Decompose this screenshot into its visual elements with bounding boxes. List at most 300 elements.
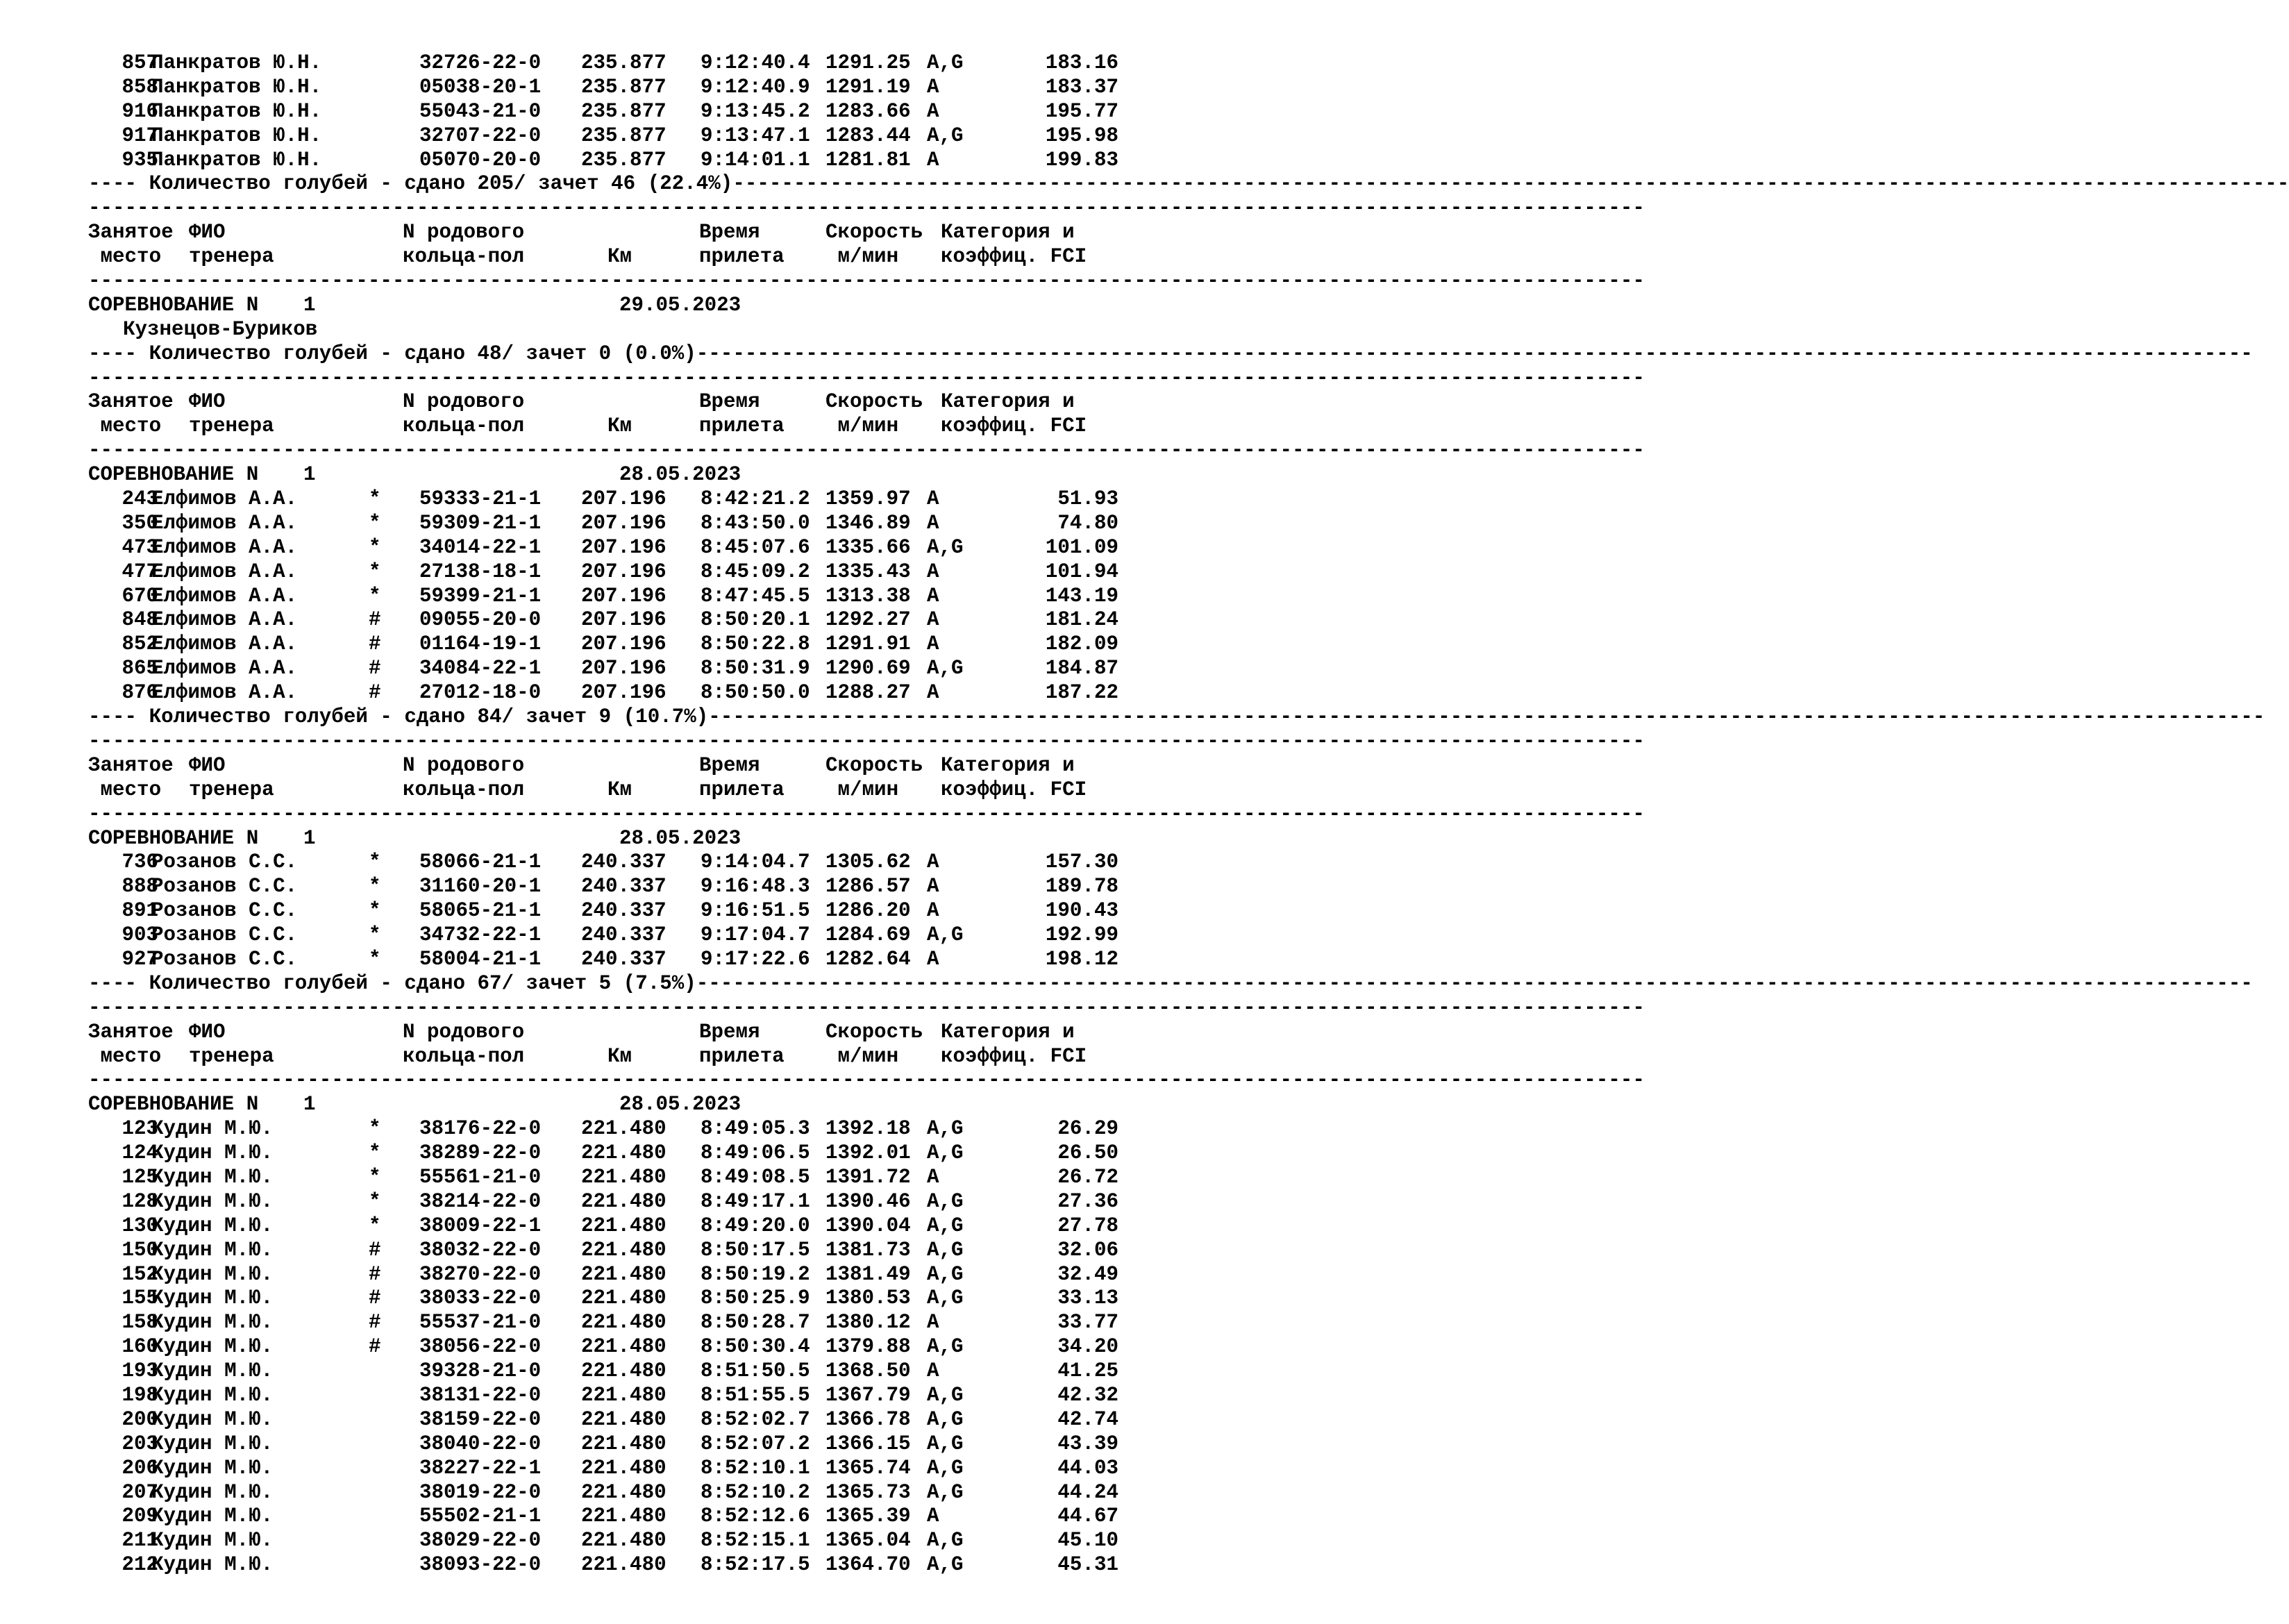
km-cell: 235.877 [581, 124, 666, 147]
header-time: Время [699, 390, 760, 414]
header-speed-2: м/мин [825, 1044, 899, 1068]
fci-cell: 27.78 [1057, 1214, 1118, 1237]
header-ring: N родового [403, 221, 525, 244]
place-cell: 211 [121, 1529, 158, 1552]
category-cell: A [927, 875, 939, 898]
trainer-cell: Кудин М.Ю. [151, 1287, 274, 1310]
ring-cell: 05038-20-1 [419, 75, 542, 99]
place-cell: 858 [121, 75, 158, 99]
table-row [88, 124, 1130, 149]
ring-cell: 34732-22-1 [419, 923, 542, 947]
column-header-row-1 [88, 221, 1130, 245]
km-cell: 221.480 [581, 1456, 666, 1480]
header-ring-2: кольца-пол [403, 415, 525, 438]
time-cell: 8:52:02.7 [701, 1407, 810, 1431]
table-row [88, 1166, 1130, 1190]
fci-cell: 182.09 [1045, 633, 1118, 656]
speed-cell: 1367.79 [825, 1383, 911, 1407]
place-cell: 128 [121, 1189, 158, 1213]
header-km: Км [607, 1044, 632, 1068]
category-cell: A,G [927, 1432, 964, 1455]
category-cell: A,G [927, 657, 964, 680]
header-place-2: место [88, 1044, 162, 1068]
table-row [88, 875, 1130, 899]
fci-cell: 195.98 [1045, 124, 1118, 147]
speed-cell: 1284.69 [825, 923, 911, 947]
time-cell: 9:17:04.7 [701, 923, 810, 947]
ring-cell: 38131-22-0 [419, 1383, 542, 1407]
speed-cell: 1291.91 [825, 633, 911, 656]
speed-cell: 1365.04 [825, 1529, 911, 1552]
mark-cell: * [369, 584, 381, 608]
header-speed: Скорость [825, 1020, 923, 1044]
place-cell: 152 [121, 1262, 158, 1286]
header-place-2: место [88, 415, 162, 438]
place-cell: 207 [121, 1480, 158, 1504]
speed-cell: 1365.74 [825, 1456, 911, 1480]
mark-cell: * [369, 1165, 381, 1189]
header-time: Время [699, 221, 760, 244]
summary-dash-fill: -------------------------------------------------------------------------------------------------------------------------------- [732, 172, 2289, 196]
trainer-cell: Кудин М.Ю. [151, 1165, 274, 1189]
category-cell: A [927, 584, 939, 608]
place-cell: 865 [121, 657, 158, 680]
time-cell: 8:43:50.0 [701, 511, 810, 535]
time-cell: 9:13:47.1 [701, 124, 810, 147]
header-name-2: тренера [189, 778, 274, 801]
fci-cell: 34.20 [1057, 1335, 1118, 1359]
category-cell: A [927, 560, 939, 583]
place-cell: 124 [121, 1141, 158, 1165]
km-cell: 235.877 [581, 51, 666, 74]
speed-cell: 1282.64 [825, 947, 911, 971]
table-row [88, 1408, 1130, 1432]
mark-cell: * [369, 1189, 381, 1213]
mark-cell: # [369, 1287, 381, 1310]
ring-cell: 38009-22-1 [419, 1214, 542, 1237]
ring-cell: 59309-21-1 [419, 511, 542, 535]
km-cell: 221.480 [581, 1117, 666, 1141]
separator-line: -------------------------------------------------------------------------------------------------------------------------------- [88, 196, 1645, 220]
header-name: ФИО [189, 1020, 226, 1044]
time-cell: 8:50:25.9 [701, 1287, 810, 1310]
km-cell: 207.196 [581, 681, 666, 705]
competition-number: 1 [303, 1093, 316, 1116]
place-cell: 927 [121, 947, 158, 971]
mark-cell: * [369, 899, 381, 923]
ring-cell: 05070-20-0 [419, 148, 542, 171]
km-cell: 221.480 [581, 1262, 666, 1286]
km-cell: 207.196 [581, 511, 666, 535]
place-cell: 158 [121, 1311, 158, 1334]
ring-cell: 59333-21-1 [419, 487, 542, 511]
ring-cell: 55043-21-0 [419, 99, 542, 123]
header-category: Категория и [941, 390, 1075, 414]
table-row [88, 899, 1130, 923]
trainer-cell: Панкратов Ю.Н. [151, 124, 322, 147]
category-cell: A [927, 487, 939, 511]
speed-cell: 1391.72 [825, 1165, 911, 1189]
header-ring: N родового [403, 1020, 525, 1044]
speed-cell: 1290.69 [825, 657, 911, 680]
mark-cell: # [369, 1238, 381, 1262]
ring-cell: 58004-21-1 [419, 947, 542, 971]
time-cell: 8:49:05.3 [701, 1117, 810, 1141]
category-cell: A [927, 851, 939, 874]
fci-cell: 184.87 [1045, 657, 1118, 680]
trainer-cell: Розанов С.С. [151, 923, 298, 947]
summary-text: ---- Количество голубей - сдано 205/ зачет 46 (22.4%) [88, 172, 733, 196]
speed-cell: 1365.73 [825, 1480, 911, 1504]
km-cell: 240.337 [581, 947, 666, 971]
trainer-cell: Панкратов Ю.Н. [151, 148, 322, 171]
ring-cell: 39328-21-0 [419, 1359, 542, 1383]
header-place: Занятое [88, 390, 174, 414]
ring-cell: 38040-22-0 [419, 1432, 542, 1455]
header-name: ФИО [189, 390, 226, 414]
ring-cell: 55561-21-0 [419, 1165, 542, 1189]
ring-cell: 32707-22-0 [419, 124, 542, 147]
summary-line [88, 172, 2289, 196]
column-header-row-2 [88, 778, 1130, 803]
km-cell: 221.480 [581, 1432, 666, 1455]
place-cell: 243 [121, 487, 158, 511]
fci-cell: 183.16 [1045, 51, 1118, 74]
category-cell: A,G [927, 1262, 964, 1286]
header-km: Км [607, 778, 632, 801]
table-row [88, 585, 1130, 609]
table-row [88, 608, 1130, 633]
trainer-cell: Розанов С.С. [151, 851, 298, 874]
place-cell: 916 [121, 99, 158, 123]
trainer-cell: Елфимов А.А. [151, 535, 298, 559]
time-cell: 8:49:17.1 [701, 1189, 810, 1213]
trainer-cell: Панкратов Ю.Н. [151, 75, 322, 99]
competition-line [88, 827, 1130, 851]
category-cell: A [927, 99, 939, 123]
table-row [88, 100, 1130, 124]
fci-cell: 45.10 [1057, 1529, 1118, 1552]
category-cell: A,G [927, 1189, 964, 1213]
time-cell: 8:45:07.6 [701, 535, 810, 559]
ring-cell: 55502-21-1 [419, 1505, 542, 1528]
time-cell: 8:49:08.5 [701, 1165, 810, 1189]
speed-cell: 1291.19 [825, 75, 911, 99]
competition-date: 28.05.2023 [619, 463, 741, 487]
table-row [88, 1287, 1130, 1311]
category-cell: A [927, 633, 939, 656]
fci-cell: 42.32 [1057, 1383, 1118, 1407]
trainer-cell: Панкратов Ю.Н. [151, 99, 322, 123]
trainer-cell: Кудин М.Ю. [151, 1505, 274, 1528]
header-time-2: прилета [699, 415, 785, 438]
fci-cell: 32.06 [1057, 1238, 1118, 1262]
trainer-cell: Кудин М.Ю. [151, 1359, 274, 1383]
time-cell: 8:50:17.5 [701, 1238, 810, 1262]
ring-cell: 38056-22-0 [419, 1335, 542, 1359]
fci-cell: 192.99 [1045, 923, 1118, 947]
ring-cell: 38270-22-0 [419, 1262, 542, 1286]
speed-cell: 1380.12 [825, 1311, 911, 1334]
trainer-cell: Елфимов А.А. [151, 584, 298, 608]
place-cell: 125 [121, 1165, 158, 1189]
fci-cell: 199.83 [1045, 148, 1118, 171]
summary-line [88, 971, 2253, 996]
trainer-cell: Елфимов А.А. [151, 560, 298, 583]
separator-line: -------------------------------------------------------------------------------------------------------------------------------- [88, 439, 1645, 462]
table-row [88, 657, 1130, 681]
category-cell: A [927, 75, 939, 99]
ring-cell: 01164-19-1 [419, 633, 542, 656]
separator-line: -------------------------------------------------------------------------------------------------------------------------------- [88, 1069, 1645, 1092]
place-cell: 477 [121, 560, 158, 583]
ring-cell: 38093-22-0 [419, 1553, 542, 1577]
mark-cell: * [369, 560, 381, 583]
table-row [88, 851, 1130, 875]
category-cell: A [927, 899, 939, 923]
place-cell: 903 [121, 923, 158, 947]
km-cell: 207.196 [581, 657, 666, 680]
fci-cell: 43.39 [1057, 1432, 1118, 1455]
fci-cell: 190.43 [1045, 899, 1118, 923]
speed-cell: 1281.81 [825, 148, 911, 171]
place-cell: 350 [121, 511, 158, 535]
km-cell: 207.196 [581, 633, 666, 656]
fci-cell: 44.67 [1057, 1505, 1118, 1528]
header-category: Категория и [941, 221, 1075, 244]
separator-line: -------------------------------------------------------------------------------------------------------------------------------- [88, 996, 1645, 1019]
loft-name-line [88, 318, 1130, 342]
km-cell: 221.480 [581, 1359, 666, 1383]
header-place: Занятое [88, 753, 174, 777]
header-speed: Скорость [825, 390, 923, 414]
time-cell: 9:16:48.3 [701, 875, 810, 898]
trainer-cell: Кудин М.Ю. [151, 1189, 274, 1213]
fci-cell: 51.93 [1057, 487, 1118, 511]
separator-line: -------------------------------------------------------------------------------------------------------------------------------- [88, 802, 1645, 826]
competition-line [88, 463, 1130, 487]
category-cell: A,G [927, 1383, 964, 1407]
header-speed-2: м/мин [825, 415, 899, 438]
time-cell: 9:12:40.4 [701, 51, 810, 74]
speed-cell: 1392.01 [825, 1141, 911, 1165]
km-cell: 221.480 [581, 1165, 666, 1189]
category-cell: A,G [927, 923, 964, 947]
ring-cell: 58066-21-1 [419, 851, 542, 874]
place-cell: 193 [121, 1359, 158, 1383]
time-cell: 9:14:01.1 [701, 148, 810, 171]
fci-cell: 187.22 [1045, 681, 1118, 705]
summary-dash-fill: -------------------------------------------------------------------------------------------------------------------------------- [696, 342, 2253, 365]
trainer-cell: Кудин М.Ю. [151, 1238, 274, 1262]
table-row [88, 1529, 1130, 1553]
header-place-2: место [88, 245, 162, 269]
category-cell: A,G [927, 1529, 964, 1552]
km-cell: 221.480 [581, 1553, 666, 1577]
summary-text: ---- Количество голубей - сдано 48/ зачет 0 (0.0%) [88, 342, 696, 365]
table-row [88, 1190, 1130, 1214]
mark-cell: * [369, 851, 381, 874]
fci-cell: 101.94 [1045, 560, 1118, 583]
header-name: ФИО [189, 221, 226, 244]
header-speed-2: м/мин [825, 245, 899, 269]
separator-line: -------------------------------------------------------------------------------------------------------------------------------- [88, 729, 1645, 753]
km-cell: 235.877 [581, 148, 666, 171]
speed-cell: 1366.78 [825, 1407, 911, 1431]
fci-cell: 26.29 [1057, 1117, 1118, 1141]
speed-cell: 1313.38 [825, 584, 911, 608]
km-cell: 240.337 [581, 899, 666, 923]
fci-cell: 157.30 [1045, 851, 1118, 874]
category-cell: A,G [927, 1553, 964, 1577]
trainer-cell: Кудин М.Ю. [151, 1407, 274, 1431]
mark-cell: * [369, 923, 381, 947]
table-row [88, 681, 1130, 705]
speed-cell: 1283.44 [825, 124, 911, 147]
category-cell: A [927, 1165, 939, 1189]
speed-cell: 1305.62 [825, 851, 911, 874]
table-row [88, 512, 1130, 536]
fci-cell: 41.25 [1057, 1359, 1118, 1383]
trainer-cell: Панкратов Ю.Н. [151, 51, 322, 74]
speed-cell: 1381.73 [825, 1238, 911, 1262]
place-cell: 206 [121, 1456, 158, 1480]
trainer-cell: Кудин М.Ю. [151, 1311, 274, 1334]
fci-cell: 26.50 [1057, 1141, 1118, 1165]
trainer-cell: Кудин М.Ю. [151, 1480, 274, 1504]
trainer-cell: Кудин М.Ю. [151, 1141, 274, 1165]
table-row [88, 51, 1130, 76]
fci-cell: 44.03 [1057, 1456, 1118, 1480]
table-row [88, 1335, 1130, 1359]
speed-cell: 1291.25 [825, 51, 911, 74]
trainer-cell: Кудин М.Ю. [151, 1383, 274, 1407]
km-cell: 207.196 [581, 584, 666, 608]
header-place-2: место [88, 778, 162, 801]
column-header-row-2 [88, 1045, 1130, 1069]
table-row [88, 1505, 1130, 1529]
header-category: Категория и [941, 1020, 1075, 1044]
table-row [88, 560, 1130, 585]
trainer-cell: Кудин М.Ю. [151, 1529, 274, 1552]
category-cell: A,G [927, 1214, 964, 1237]
speed-cell: 1288.27 [825, 681, 911, 705]
header-category: Категория и [941, 753, 1075, 777]
time-cell: 8:49:20.0 [701, 1214, 810, 1237]
km-cell: 240.337 [581, 923, 666, 947]
category-cell: A [927, 608, 939, 632]
speed-cell: 1364.70 [825, 1553, 911, 1577]
table-row [88, 633, 1130, 657]
header-place: Занятое [88, 221, 174, 244]
mark-cell: # [369, 1311, 381, 1334]
column-header-row-1 [88, 754, 1130, 778]
time-cell: 8:50:28.7 [701, 1311, 810, 1334]
header-category-2: коэффиц. FCI [941, 1044, 1087, 1068]
place-cell: 130 [121, 1214, 158, 1237]
trainer-cell: Кудин М.Ю. [151, 1117, 274, 1141]
speed-cell: 1335.43 [825, 560, 911, 583]
table-row [88, 487, 1130, 512]
table-row [88, 149, 1130, 173]
competition-label: СОРЕВНОВАНИЕ N [88, 826, 259, 850]
speed-cell: 1366.15 [825, 1432, 911, 1455]
header-time-2: прилета [699, 778, 785, 801]
fci-cell: 74.80 [1057, 511, 1118, 535]
fci-cell: 27.36 [1057, 1189, 1118, 1213]
column-header-row-2 [88, 245, 1130, 269]
mark-cell: # [369, 657, 381, 680]
place-cell: 209 [121, 1505, 158, 1528]
header-speed: Скорость [825, 221, 923, 244]
time-cell: 8:49:06.5 [701, 1141, 810, 1165]
place-cell: 848 [121, 608, 158, 632]
trainer-cell: Кудин М.Ю. [151, 1335, 274, 1359]
competition-line [88, 294, 1130, 318]
fci-cell: 45.31 [1057, 1553, 1118, 1577]
place-cell: 876 [121, 681, 158, 705]
speed-cell: 1365.39 [825, 1505, 911, 1528]
competition-number: 1 [303, 826, 316, 850]
competition-number: 1 [303, 293, 316, 317]
time-cell: 8:52:10.1 [701, 1456, 810, 1480]
summary-text: ---- Количество голубей - сдано 84/ зачет 9 (10.7%) [88, 705, 709, 729]
header-speed: Скорость [825, 753, 923, 777]
time-cell: 8:50:19.2 [701, 1262, 810, 1286]
time-cell: 8:50:31.9 [701, 657, 810, 680]
trainer-cell: Кудин М.Ю. [151, 1262, 274, 1286]
column-header-row-1 [88, 1021, 1130, 1045]
category-cell: A,G [927, 1141, 964, 1165]
competition-line [88, 1093, 1130, 1117]
km-cell: 207.196 [581, 535, 666, 559]
mark-cell: * [369, 875, 381, 898]
table-row [88, 1457, 1130, 1481]
place-cell: 935 [121, 148, 158, 171]
header-name-2: тренера [189, 245, 274, 269]
table-row [88, 1214, 1130, 1239]
trainer-cell: Елфимов А.А. [151, 681, 298, 705]
header-category-2: коэффиц. FCI [941, 245, 1087, 269]
ring-cell: 34084-22-1 [419, 657, 542, 680]
speed-cell: 1379.88 [825, 1335, 911, 1359]
km-cell: 240.337 [581, 851, 666, 874]
time-cell: 9:13:45.2 [701, 99, 810, 123]
summary-text: ---- Количество голубей - сдано 67/ зачет 5 (7.5%) [88, 971, 696, 995]
speed-cell: 1381.49 [825, 1262, 911, 1286]
fci-cell: 143.19 [1045, 584, 1118, 608]
table-row [88, 1141, 1130, 1166]
speed-cell: 1346.89 [825, 511, 911, 535]
speed-cell: 1390.46 [825, 1189, 911, 1213]
place-cell: 200 [121, 1407, 158, 1431]
summary-line [88, 342, 2253, 367]
time-cell: 8:52:15.1 [701, 1529, 810, 1552]
km-cell: 207.196 [581, 608, 666, 632]
km-cell: 240.337 [581, 875, 666, 898]
header-name: ФИО [189, 753, 226, 777]
category-cell: A,G [927, 535, 964, 559]
column-header-row-1 [88, 390, 1130, 415]
time-cell: 8:50:50.0 [701, 681, 810, 705]
place-cell: 160 [121, 1335, 158, 1359]
ring-cell: 38033-22-0 [419, 1287, 542, 1310]
place-cell: 736 [121, 851, 158, 874]
trainer-cell: Кудин М.Ю. [151, 1456, 274, 1480]
header-category-2: коэффиц. FCI [941, 778, 1087, 801]
place-cell: 155 [121, 1287, 158, 1310]
fci-cell: 195.77 [1045, 99, 1118, 123]
